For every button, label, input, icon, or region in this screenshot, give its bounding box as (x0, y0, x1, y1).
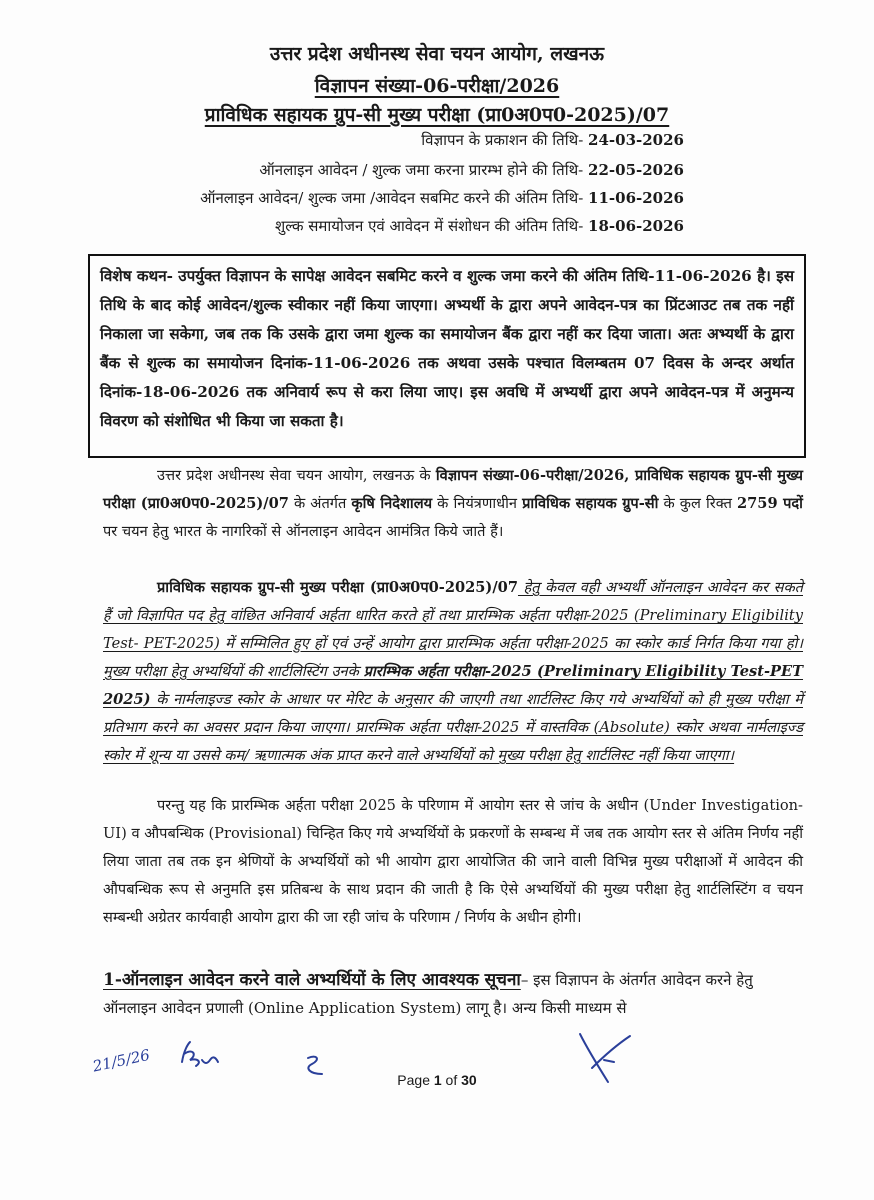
exam-title-text: प्राविधिक सहायक ग्रुप-सी मुख्य परीक्षा (प्रा0अ0प0-2025)/07 (204, 104, 670, 126)
date-value: 11-06-2026 (588, 189, 684, 207)
text-run-bold: कृषि निदेशालय (351, 495, 433, 512)
page-current: 1 (433, 1072, 442, 1088)
text-run: – (520, 971, 534, 989)
text-run-bold: प्रारम्भिक अर्हता परीक्षा-2025 (Preliminary Eligibility Test-PET 2025) (103, 663, 804, 708)
text-run: के नियंत्रणाधीन (432, 495, 523, 512)
text-run: के अंतर्गत (288, 495, 352, 512)
org-title: उत्तर प्रदेश अधीनस्थ सेवा चयन आयोग, लखनऊ (269, 43, 605, 65)
text-run-bold: विज्ञापन संख्या-06-परीक्षा/2026, प्राविधिक सहायक ग्रुप-सी मुख्य परीक्षा (प्रा0अ0प0-2025)/07 (103, 467, 803, 512)
text-run: उत्तर प्रदेश अधीनस्थ सेवा चयन आयोग, लखनऊ के (157, 467, 436, 484)
date-label: शुल्क समायोजन एवं आवेदन में संशोधन की अंतिम तिथि- (275, 217, 584, 235)
initials-signature-icon (178, 1040, 224, 1070)
section-1-text: इस विज्ञापन के अंतर्गत आवेदन करने हेतु ऑनलाइन आवेदन प्रणाली (Online Application System) लागू है। अन्य किसी माध्यम से (103, 971, 753, 1017)
text-run-underlined: हेतु केवल वही अभ्यर्थी ऑनलाइन आवेदन कर सकते हैं जो विज्ञापित पद हेतु वांछित अनिवार्य अर्हता धारित करते हों तथा प्रारम्भिक अर्हता परीक्षा-2025 (Preliminary Eligibility Test- PET-2025) में सम्मिलित हुए हों एवं उन्हें आयोग द्वारा प्रारम्भिक अर्हता परीक्षा-2025 का स्कोर कार्ड निर्गत किया गया हो। मुख्य परीक्षा हेतु अभ्यर्थियों की शार्टलिस्टिंग उनके (103, 579, 803, 680)
page-prefix: Page (397, 1072, 434, 1088)
date-label: विज्ञापन के प्रकाशन की तिथि- (421, 131, 584, 149)
date-application-end (200, 188, 684, 208)
advertisement-number-text: विज्ञापन संख्या-06-परीक्षा/2026 (314, 75, 560, 97)
date-application-start (259, 160, 684, 180)
date-publication (421, 130, 684, 150)
paragraph-eligibility (103, 574, 803, 770)
special-notice-box: विशेष कथन- उपर्युक्त विज्ञापन के सापेक्ष आवेदन सबमिट करने व शुल्क जमा करने की अंतिम तिथि-11-06-2026 है। इस तिथि के बाद कोई आवेदन/शुल्क स्वीकार नहीं किया जाएगा। अभ्यर्थी के द्वारा अपने आवेदन-पत्र का प्रिंटआउट तब तक नहीं निकाला जा सकेगा, जब तक कि उसके द्वारा जमा शुल्क का समायोजन बैंक द्वारा नहीं कर दिया जाता। अतः अभ्यर्थी के द्वारा बैंक से शुल्क का समायोजन दिनांक-11-06-2026 तक अथवा उसके पश्चात विलम्बतम 07 दिवस के अन्दर अर्थात दिनांक-18-06-2026 तक अनिवार्य रूप से करा लिया जाए। इस अवधि में अभ्यर्थी द्वारा अपने आवेदन-पत्र में अनुमन्य विवरण को संशोधित भी किया जा सकता है। (88, 254, 806, 458)
date-value: 18-06-2026 (588, 217, 684, 235)
section-1-title: 1-ऑनलाइन आवेदन करने वाले अभ्यर्थियों के लिए आवश्यक सूचना (103, 970, 521, 990)
text-run-bold: प्राविधिक सहायक ग्रुप-सी मुख्य परीक्षा (प्रा0अ0प0-2025)/07 (157, 579, 518, 596)
advertisement-number (0, 72, 874, 98)
page-number (0, 1072, 874, 1088)
date-label: ऑनलाइन आवेदन / शुल्क जमा करना प्रारम्भ होने की तिथि- (259, 161, 584, 179)
paragraph-intro (103, 462, 803, 546)
date-value: 24-03-2026 (588, 131, 684, 149)
date-value: 22-05-2026 (588, 161, 684, 179)
section-1-heading (103, 966, 803, 1022)
exam-title (0, 101, 874, 127)
text-run: पर चयन हेतु भारत के नागरिकों से ऑनलाइन आवेदन आमंत्रित किये जाते हैं। (103, 523, 504, 540)
text-run-bold: 2759 पदों (736, 495, 803, 512)
page-of: of (441, 1072, 462, 1088)
date-fee-reconciliation (275, 216, 684, 236)
svg-text:21/5/26: 21/5/26 (91, 1045, 152, 1076)
page-total: 30 (461, 1072, 477, 1088)
text-run-underlined: के नार्मलाइज्ड स्कोर के आधार पर मेरिट के अनुसार की जाएगी तथा शार्टलिस्ट किए गये अभ्यर्थियों को ही मुख्य परीक्षा में प्रतिभाग करने का अवसर प्रदान किया जाएगा। प्रारम्भिक अर्हता परीक्षा-2025 में वास्तविक (Absolute) स्कोर अथवा नार्मलाइज्ड स्कोर में शून्य या उससे कम/ ऋणात्मक अंक प्राप्त करने वाले अभ्यर्थियों को मुख्य परीक्षा हेतु शार्टलिस्ट नहीं किया जाएगा। (103, 691, 803, 764)
text-run: के कुल रिक्त (658, 495, 737, 512)
paragraph-provisional: परन्तु यह कि प्रारम्भिक अर्हता परीक्षा 2025 के परिणाम में आयोग स्तर से जांच के अधीन (Under Investigation-UI) व औपबन्धिक (Provisional) चिन्हित किए गये अभ्यर्थियों के प्रकरणों के सम्बन्ध में जब तक आयोग स्तर से अंतिम निर्णय नहीं लिया जाता तब तक इन श्रेणियों के अभ्यर्थियों को भी आयोग द्वारा आयोजित की जाने वाली विभिन्न मुख्य परीक्षाओं में आवेदन की औपबन्धिक रूप से अनुमति इस प्रतिबन्ध के साथ प्रदान की जाती है कि ऐसे अभ्यर्थियों की मुख्य परीक्षा हेतु शार्टलिस्टिंग व चयन सम्बन्धी अग्रेतर कार्यवाही आयोग द्वारा की जा रही जांच के परिणाम / निर्णय के अधीन होगी। (103, 797, 803, 926)
date-label: ऑनलाइन आवेदन/ शुल्क जमा /आवेदन सबमिट करने की अंतिम तिथि- (200, 189, 584, 207)
text-run-bold: प्राविधिक सहायक ग्रुप-सी (522, 495, 659, 512)
